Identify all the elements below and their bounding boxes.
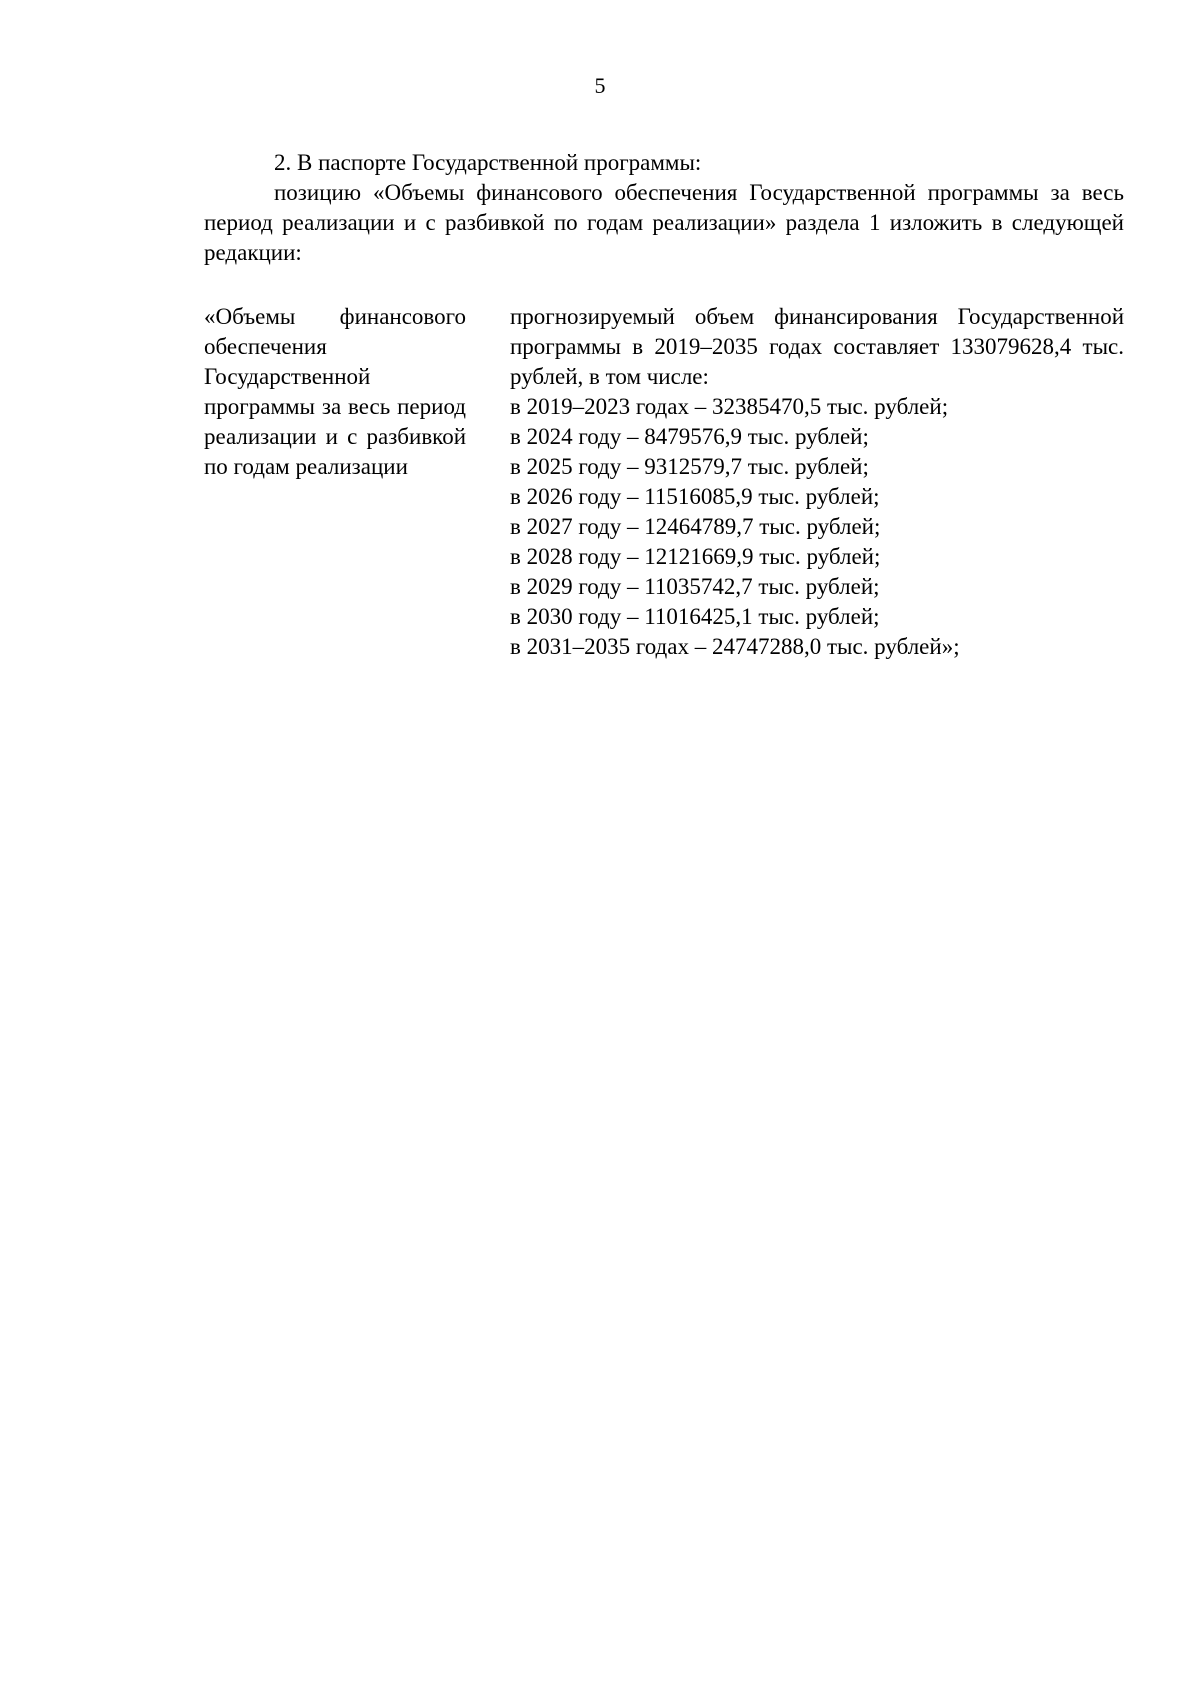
- passport-label-cell: [204, 302, 466, 482]
- passport-value-cell: [510, 302, 1124, 662]
- funding-row: в 2019–2023 годах – 32385470,5 тыс. рублей;: [510, 394, 949, 419]
- funding-row: в 2029 году – 11035742,7 тыс. рублей;: [510, 574, 880, 599]
- instruction-paragraph: [204, 178, 1124, 268]
- funding-row: в 2027 году – 12464789,7 тыс. рублей;: [510, 514, 881, 539]
- funding-row: в 2031–2035 годах – 24747288,0 тыс. рублей»;: [510, 634, 960, 659]
- funding-row: в 2026 году – 11516085,9 тыс. рублей;: [510, 484, 880, 509]
- funding-row: в 2024 году – 8479576,9 тыс. рублей;: [510, 424, 869, 449]
- item-heading: 2. В паспорте Государственной программы:: [274, 150, 702, 175]
- instruction-text: позицию «Объемы финансового обеспечения Государственной программы за весь период реализации и с разбивкой по годам реализации» раздела 1 изложить в следующей редакции:: [204, 180, 1124, 265]
- funding-intro: прогнозируемый объем финансирования Государственной программы в 2019–2035 годах составляет 133079628,4 тыс. рублей, в том числе:: [510, 304, 1124, 389]
- passport-label-text: «Объемы финансового обеспечения Государственной программы за весь период реализации и с разбивкой по годам реализации: [204, 304, 466, 479]
- funding-row: в 2030 году – 11016425,1 тыс. рублей;: [510, 604, 880, 629]
- funding-row: в 2025 году – 9312579,7 тыс. рублей;: [510, 454, 869, 479]
- funding-row: в 2028 году – 12121669,9 тыс. рублей;: [510, 544, 881, 569]
- page-number: 5: [594, 73, 606, 98]
